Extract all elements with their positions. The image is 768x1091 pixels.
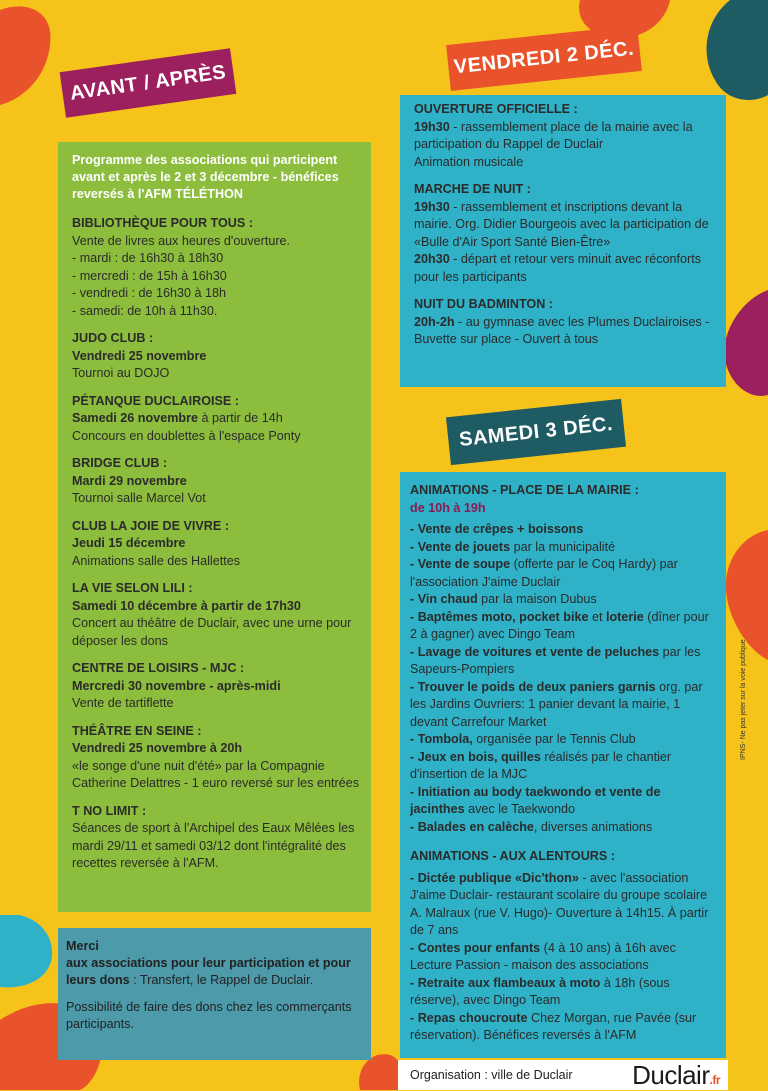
list-item — [410, 591, 716, 609]
ouverture-extra: Animation musicale — [414, 154, 524, 169]
ouverture-title: OUVERTURE OFFICIELLE : — [414, 102, 578, 116]
theatre-desc: «le songe d'une nuit d'été» par la Compagnie Catherine Delattres - 1 euro reversé sur les entrées — [72, 758, 359, 790]
petanque-date: Samedi 26 novembre — [72, 411, 198, 425]
bibliotheque-line: - samedi: de 10h à 11h30. — [72, 303, 218, 318]
item-rest: par les Sapeurs-Pompiers — [410, 644, 701, 676]
marche-time-2: 20h30 — [414, 252, 450, 266]
joie-title: CLUB LA JOIE DE VIVRE : — [72, 518, 229, 533]
alentours-title: ANIMATIONS - AUX ALENTOURS : — [410, 849, 615, 863]
judo-desc: Tournoi au DOJO — [72, 366, 170, 380]
tag-avant-apres — [60, 48, 237, 117]
lili-desc: Concert au théâtre de Duclair, avec une urne pour déposer les dons — [72, 616, 352, 648]
side-note: IPNS- Ne pas jeter sur la voie publique — [740, 639, 747, 760]
item-rest-2: (dîner pour 2 à gagner) avec Dingo Team — [410, 609, 709, 641]
joie-desc: Animations salle des Hallettes — [72, 553, 240, 568]
list-item — [410, 521, 716, 539]
footer-bar — [398, 1060, 728, 1090]
item-bold: - Vente de crêpes + boissons — [410, 522, 584, 536]
tnolimit-title: T NO LIMIT : — [72, 803, 147, 818]
merci-dons: Possibilité de faire des dons chez les commerçants participants. — [66, 1000, 352, 1031]
section-ouverture — [414, 101, 716, 171]
item-bold: - Tombola, — [410, 732, 473, 746]
item-rest: org. par les Jardins Ouvriers: 1 panier devant la mairie, 1 devant Carrefour Market — [410, 679, 703, 729]
item-rest: avec le Taekwondo — [464, 802, 575, 816]
section-lili — [72, 580, 359, 650]
list-item — [410, 679, 716, 732]
marche-time-1: 19h30 — [414, 199, 450, 214]
associations-panel — [58, 142, 371, 912]
petanque-date-line — [72, 410, 359, 428]
item-bold: - Jeux en bois, quilles — [410, 749, 541, 764]
section-badminton — [414, 296, 716, 349]
list-item — [410, 731, 716, 749]
ouverture-time: 19h30 — [414, 119, 450, 134]
item-rest: organisée par le Tennis Club — [472, 732, 636, 746]
teal-blob-topright — [700, 0, 768, 110]
item-bold: - Trouver le poids de deux paniers garnis — [410, 679, 656, 694]
badminton-time: 20h-2h — [414, 314, 455, 329]
bibliotheque-line: Vente de livres aux heures d'ouverture. — [72, 233, 291, 248]
item-bold: - Vin chaud — [410, 592, 478, 606]
list-item — [410, 1010, 716, 1045]
item-rest: à 18h (sous réserve), avec Dingo Team — [410, 975, 670, 1007]
bridge-title: BRIDGE CLUB : — [72, 456, 168, 470]
list-item — [410, 940, 716, 975]
merci-line-rest: : Transfert, le Rappel de Duclair. — [129, 973, 314, 987]
section-marche — [414, 181, 716, 286]
item-bold: - Vente de jouets — [410, 539, 511, 554]
marche-line-2 — [414, 251, 716, 286]
list-item — [410, 539, 716, 557]
list-item — [410, 644, 716, 679]
list-item — [410, 784, 716, 819]
item-bold-2: loterie — [605, 609, 644, 624]
vendredi-panel — [400, 95, 726, 387]
list-item — [410, 609, 716, 644]
badminton-line — [414, 314, 716, 349]
bibliotheque-line: - mercredi : de 15h à 16h30 — [72, 268, 227, 283]
merci-line — [66, 955, 359, 989]
item-rest: réalisés par le chantier d'insertion de la MJC — [410, 749, 672, 781]
joie-date: Jeudi 15 décembre — [72, 536, 186, 550]
section-bridge — [72, 455, 359, 508]
judo-date: Vendredi 25 novembre — [72, 348, 207, 363]
item-bold: - Initiation au body taekwondo et vente de jacinthes — [410, 784, 661, 816]
ouverture-text: - rassemblement place de la mairie avec la participation du Rappel de Duclair — [414, 119, 693, 151]
bibliotheque-line: - mardi : de 16h30 à 18h30 — [72, 251, 224, 265]
item-bold: - Lavage de voitures et vente de peluches — [410, 644, 660, 659]
bibliotheque-title: BIBLIOTHÈQUE POUR TOUS : — [72, 216, 253, 230]
bridge-desc: Tournoi salle Marcel Vot — [72, 491, 206, 505]
logo-text: Duclair — [632, 1059, 710, 1090]
merci-title: Merci — [66, 939, 99, 953]
petanque-date-rest: à partir de 14h — [198, 411, 283, 425]
tag-samedi — [446, 399, 626, 465]
judo-title: JUDO CLUB : — [72, 331, 154, 345]
alentours-list — [410, 870, 716, 1045]
anim-list — [410, 521, 716, 836]
badminton-text: - au gymnase avec les Plumes Duclairoises - Buvette sur place - Ouvert à tous — [414, 314, 710, 346]
item-bold: - Contes pour enfants — [410, 940, 541, 955]
section-bibliotheque — [72, 215, 359, 320]
tag-avant-apres-label: AVANT / APRÈS — [68, 60, 228, 105]
item-bold: - Dictée publique «Dic'thon» — [410, 870, 579, 885]
anim-title: ANIMATIONS - PLACE DE LA MAIRIE : — [410, 483, 639, 497]
item-bold: - Repas choucroute — [410, 1010, 528, 1025]
item-rest: - avec l'association J'aime Duclair- restaurant scolaire du groupe scolaire A. Malraux (rue V. Hugo)- Ouverture à 14h15. À partir de 7 ans — [410, 870, 709, 937]
item-rest: par la municipalité — [510, 539, 616, 554]
ouverture-line — [414, 119, 716, 154]
lili-date: Samedi 10 décembre à partir de 17h30 — [72, 598, 301, 613]
item-bold: - Balades en calèche — [410, 819, 534, 834]
badminton-title: NUIT DU BADMINTON : — [414, 297, 553, 311]
marche-line-1 — [414, 199, 716, 252]
petanque-title: PÉTANQUE DUCLAIROISE : — [72, 393, 239, 408]
list-item — [410, 749, 716, 784]
section-petanque — [72, 393, 359, 446]
item-rest: Chez Morgan, rue Pavée (sur réservation). Bénéfices reversés à l'AFM — [410, 1010, 697, 1042]
loisirs-desc: Vente de tartiflette — [72, 696, 174, 710]
merci-panel — [58, 928, 371, 1060]
list-item — [410, 870, 716, 940]
theatre-title: THÉÂTRE EN SEINE : — [72, 723, 202, 738]
item-bold: - Retraite aux flambeaux à moto — [410, 975, 601, 990]
tag-samedi-label: SAMEDI 3 DÉC. — [458, 412, 614, 451]
loisirs-title: CENTRE DE LOISIRS - MJC : — [72, 661, 245, 675]
lili-title: LA VIE SELON LILI : — [72, 581, 193, 595]
section-tnolimit — [72, 803, 359, 873]
intro-text: Programme des associations qui participent avant et après le 2 et 3 décembre - bénéfices reversés à l'AFM TÉLÉTHON — [72, 153, 339, 201]
section-judo — [72, 330, 359, 383]
section-theatre — [72, 723, 359, 793]
item-rest: par la maison Dubus — [477, 592, 597, 606]
tag-vendredi — [446, 25, 642, 91]
item-rest: (offerte par le Coq Hardy) par l'association J'aime Duclair — [410, 557, 678, 589]
bridge-date: Mardi 29 novembre — [72, 473, 187, 488]
list-item — [410, 819, 716, 837]
loisirs-date: Mercredi 30 novembre - après-midi — [72, 678, 281, 693]
bibliotheque-line: - vendredi : de 16h30 à 18h — [72, 286, 227, 300]
item-bold: - Baptêmes moto, pocket bike — [410, 609, 589, 624]
section-loisirs — [72, 660, 359, 713]
marche-title: MARCHE DE NUIT : — [414, 182, 531, 196]
cyan-blob-bottomleft — [0, 915, 60, 995]
petanque-desc: Concours en doublettes à l'espace Ponty — [72, 428, 301, 443]
tag-vendredi-label: VENDREDI 2 DÉC. — [452, 37, 636, 78]
item-rest: (4 à 10 ans) à 16h avec Lecture Passion - maison des associations — [410, 940, 676, 972]
item-rest: et — [588, 609, 606, 624]
item-bold: - Vente de soupe — [410, 557, 511, 571]
list-item — [410, 556, 716, 591]
samedi-panel — [400, 472, 726, 1058]
marche-text-1: - rassemblement et inscriptions devant la mairie. Org. Didier Bourgeois avec la participation de «Bulle d'Air Sport Santé Bien-Être» — [414, 199, 709, 249]
organisation-text: Organisation : ville de Duclair — [410, 1068, 573, 1082]
duclair-logo — [632, 1060, 720, 1091]
theatre-date: Vendredi 25 novembre à 20h — [72, 741, 243, 755]
tnolimit-desc: Séances de sport à l'Archipel des Eaux Mêlées les mardi 29/11 et samedi 03/12 dont l'intégralité des recettes reversée à l'AFM. — [72, 821, 355, 870]
anim-time: de 10h à 19h — [410, 500, 486, 515]
item-rest: , diverses animations — [533, 819, 653, 834]
list-item — [410, 975, 716, 1010]
marche-text-2: - départ et retour vers minuit avec réconforts pour les participants — [414, 252, 701, 284]
logo-suffix: .fr — [709, 1072, 720, 1087]
magenta-blob-right — [720, 290, 768, 400]
merci-line-bold: aux associations pour leur participation et pour leurs dons — [66, 956, 351, 987]
section-joie — [72, 518, 359, 571]
